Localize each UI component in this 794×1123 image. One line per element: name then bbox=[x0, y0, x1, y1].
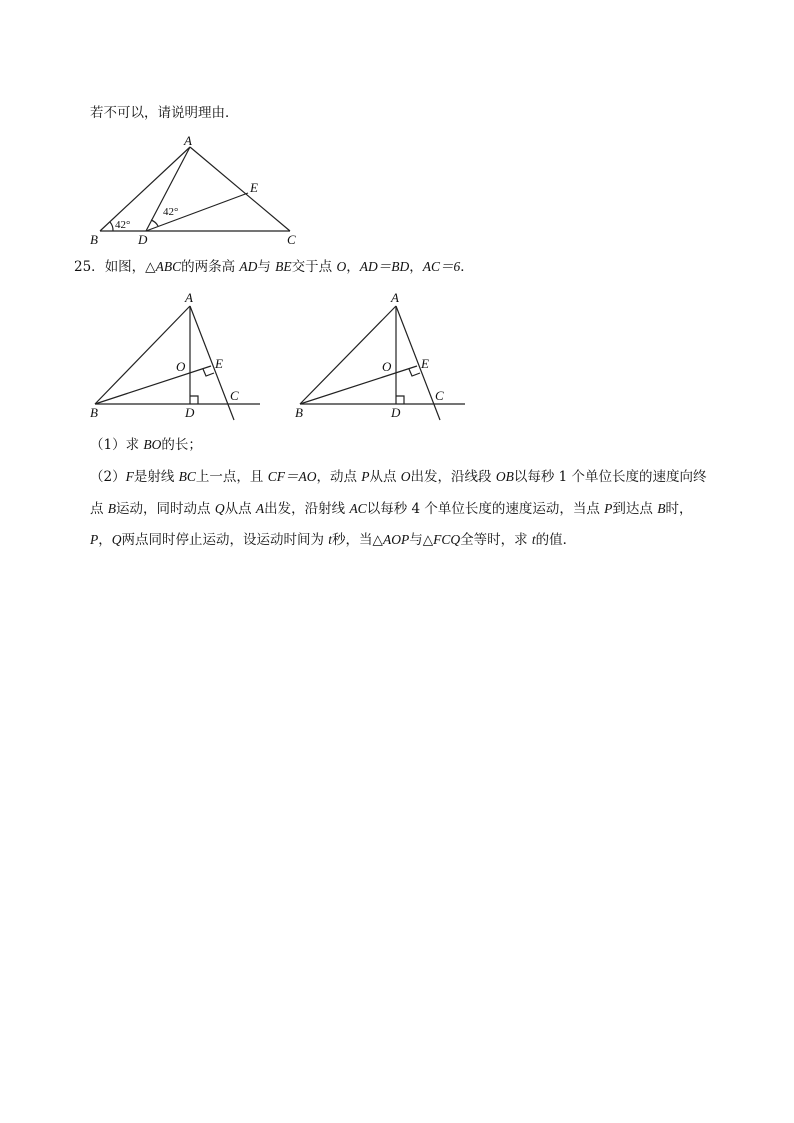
ray-ac: AC bbox=[349, 501, 367, 516]
part2-text: （2） bbox=[90, 469, 126, 485]
stem-text: 的两条高 bbox=[181, 259, 240, 275]
point-b: B bbox=[657, 501, 666, 516]
part-2-line-2 bbox=[90, 500, 692, 518]
part2-text: 以每秒 1 个单位长度的速度向终 bbox=[513, 469, 707, 485]
part1-text: 的长； bbox=[161, 437, 202, 453]
fig3-label-e: E bbox=[421, 356, 429, 371]
part2-text: 全等时，求 bbox=[460, 532, 532, 548]
fig1-label-d: D bbox=[138, 232, 148, 247]
fig3-label-c: C bbox=[435, 388, 444, 403]
fig2-label-c: C bbox=[230, 388, 239, 403]
variable-t: t bbox=[328, 532, 333, 547]
triangle-aop: AOP bbox=[382, 532, 410, 547]
ray-bc: BC bbox=[178, 469, 196, 484]
point-a: A bbox=[255, 501, 265, 516]
part2-text: 是射线 bbox=[133, 469, 179, 485]
point-o: O bbox=[336, 259, 347, 274]
part2-text: 从点 bbox=[369, 469, 401, 485]
fig2-label-b: B bbox=[90, 405, 98, 420]
part-1 bbox=[90, 436, 202, 454]
segment-ob: OB bbox=[495, 469, 514, 484]
segment-ad: AD bbox=[239, 259, 258, 274]
fig1-label-c: C bbox=[287, 232, 296, 247]
intro-line: 若不可以，请说明理由． bbox=[90, 105, 239, 121]
fig1-label-b: B bbox=[90, 232, 98, 247]
point-q: Q bbox=[214, 501, 225, 516]
point-f: F bbox=[125, 469, 134, 484]
stem-text: ． bbox=[460, 259, 474, 275]
stem-text: 交于点 bbox=[291, 259, 337, 275]
triangle-abc: ABC bbox=[155, 259, 182, 274]
fig3-right-angle-e bbox=[409, 369, 420, 376]
point-p: P bbox=[604, 501, 613, 516]
part2-text: 时， bbox=[665, 501, 693, 517]
stem-text: 如图，△ bbox=[104, 259, 156, 275]
part2-text: 点 bbox=[90, 501, 108, 517]
part2-text: 出发，沿射线 bbox=[264, 501, 350, 517]
fig3-altitude-be bbox=[300, 366, 417, 404]
ad-eq-bd: AD＝BD bbox=[359, 259, 410, 274]
part2-text: 从点 bbox=[224, 501, 256, 517]
fig2-label-o: O bbox=[176, 359, 186, 374]
fig2-label-a: A bbox=[185, 290, 193, 305]
stem-text: ， bbox=[346, 259, 360, 275]
part2-text: ，动点 bbox=[316, 469, 362, 485]
fig1-angle-d-label: 42° bbox=[163, 206, 179, 218]
part2-text: 到达点 bbox=[612, 501, 658, 517]
point-o: O bbox=[400, 469, 411, 484]
part-2-line-3 bbox=[90, 531, 576, 549]
fig3-right-angle-d bbox=[396, 396, 404, 404]
stem-text: ， bbox=[409, 259, 423, 275]
part2-text: 与△ bbox=[409, 532, 434, 548]
fig1-angle-b-label: 42° bbox=[115, 219, 131, 231]
part-2-line-1 bbox=[90, 468, 707, 486]
part1-text: （1）求 bbox=[90, 437, 144, 453]
part2-text: 两点同时停止运动，设运动时间为 bbox=[121, 532, 329, 548]
part2-text: 的值． bbox=[535, 532, 577, 548]
fig3-label-b: B bbox=[295, 405, 303, 420]
part2-text: 上一点，且 bbox=[195, 469, 268, 485]
fig3-label-d: D bbox=[391, 405, 401, 420]
part2-text: 秒，当△ bbox=[332, 532, 383, 548]
triangle-fcq: FCQ bbox=[433, 532, 461, 547]
point-p: P bbox=[90, 532, 99, 547]
fig3-line-ac bbox=[396, 306, 440, 420]
cf-eq-ao: CF＝AO bbox=[267, 469, 317, 484]
segment-be: BE bbox=[275, 259, 292, 274]
fig1-label-a: A bbox=[184, 133, 192, 148]
part2-text: 出发，沿线段 bbox=[410, 469, 496, 485]
point-b: B bbox=[107, 501, 117, 516]
point-p: P bbox=[361, 469, 370, 484]
point-q: Q bbox=[111, 532, 122, 547]
stem-text: 与 bbox=[257, 259, 276, 275]
fig3-side-ab bbox=[300, 306, 396, 404]
fig2-label-d: D bbox=[185, 405, 195, 420]
fig3-label-o: O bbox=[382, 359, 392, 374]
part2-text: 以每秒 4 个单位长度的速度运动，当点 bbox=[366, 501, 605, 517]
part2-text: 运动，同时动点 bbox=[116, 501, 215, 517]
variable-t: t bbox=[531, 532, 536, 547]
fig3-label-a: A bbox=[391, 290, 399, 305]
part2-text: ， bbox=[98, 532, 112, 548]
fig2-label-e: E bbox=[215, 356, 223, 371]
problem-number: 25． bbox=[74, 259, 105, 275]
fig1-label-e: E bbox=[250, 180, 258, 195]
ac-eq: AC＝6 bbox=[422, 259, 461, 274]
segment-bo: BO bbox=[143, 437, 162, 452]
